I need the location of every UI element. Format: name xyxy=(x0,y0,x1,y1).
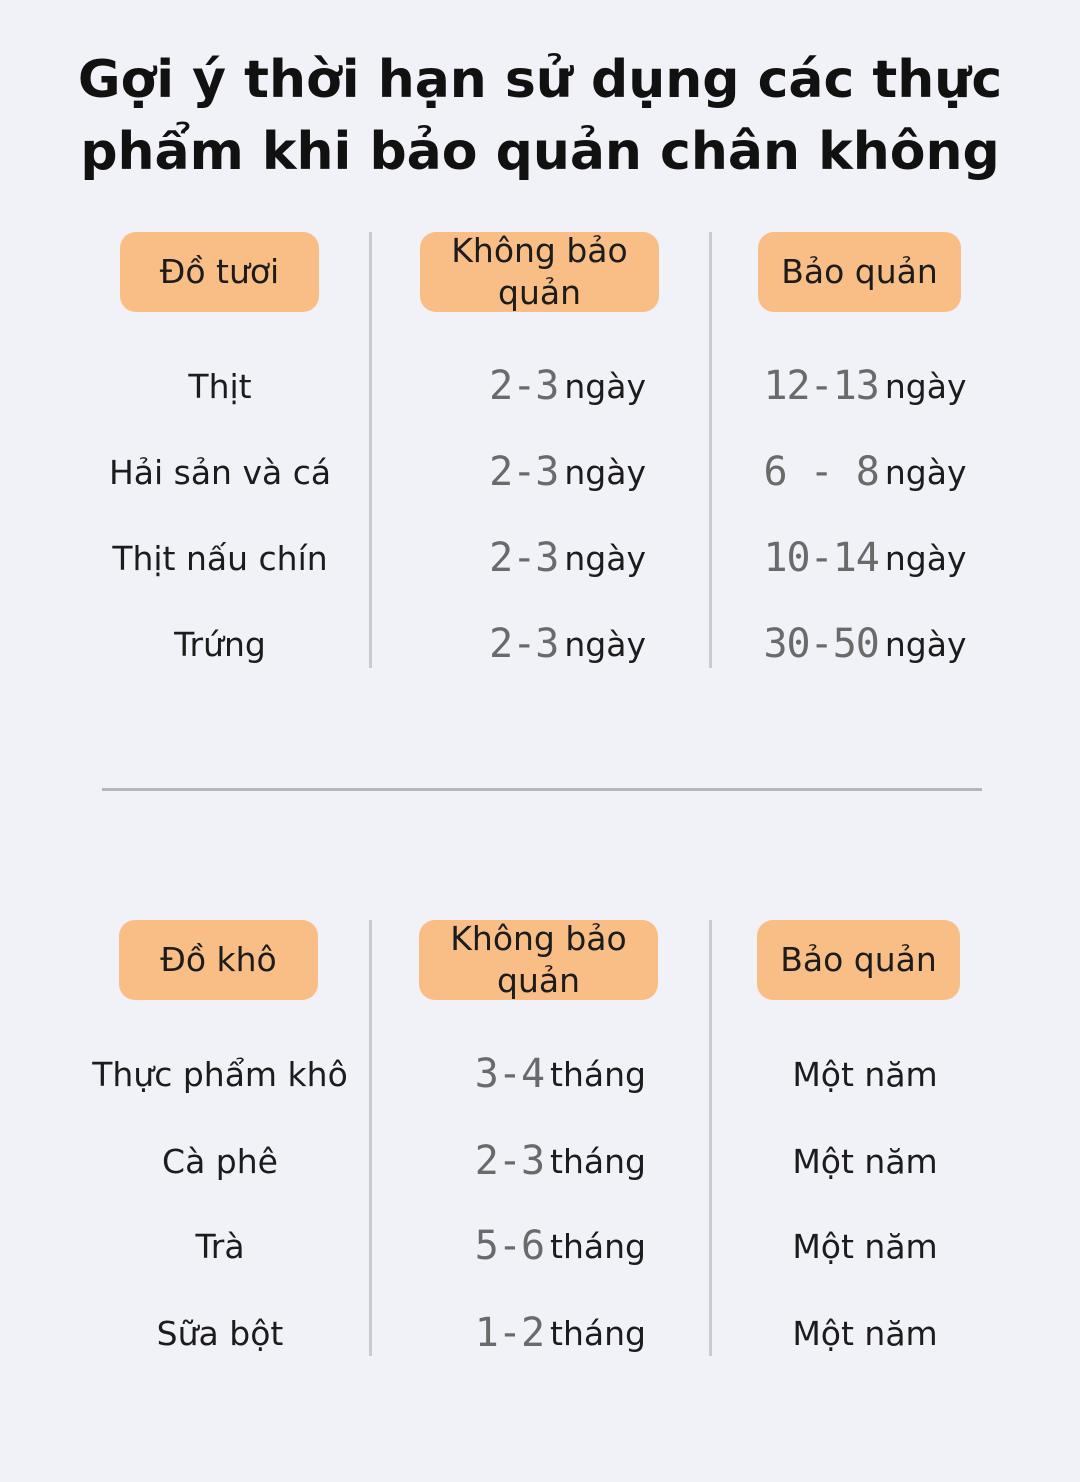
duration-unit: ngày xyxy=(884,452,967,492)
storage-duration: Một năm xyxy=(792,1226,938,1266)
storage-duration xyxy=(740,614,990,674)
duration-unit: ngày xyxy=(884,366,967,406)
duration-value: 2-3 xyxy=(489,363,559,409)
duration-value: 30-50 xyxy=(763,621,879,667)
no-storage-duration xyxy=(400,1303,646,1363)
storage-duration xyxy=(740,356,990,416)
item-name: Sữa bột xyxy=(156,1313,284,1353)
header-fresh-food: Đồ tươi xyxy=(120,232,319,312)
duration-value: 2-3 xyxy=(474,1138,545,1184)
duration-unit: ngày xyxy=(884,624,967,664)
page-title xyxy=(0,44,1080,188)
storage-duration: Một năm xyxy=(792,1054,938,1094)
no-storage-duration xyxy=(400,1131,646,1191)
no-storage-duration xyxy=(400,442,646,502)
duration-unit: tháng xyxy=(550,1313,646,1353)
title-line-2: phẩm khi bảo quản chân không xyxy=(80,122,1000,182)
duration-unit: tháng xyxy=(550,1226,646,1266)
item-name: Trứng xyxy=(174,624,266,664)
no-storage-duration xyxy=(400,528,646,588)
storage-duration: Một năm xyxy=(792,1313,938,1353)
duration-value: 3-4 xyxy=(474,1051,545,1097)
storage-duration xyxy=(740,528,990,588)
item-name: Cà phê xyxy=(162,1141,278,1181)
column-divider xyxy=(709,920,712,1356)
item-name: Thịt nấu chín xyxy=(112,538,328,578)
item-name: Hải sản và cá xyxy=(108,452,332,492)
no-storage-duration xyxy=(400,614,646,674)
header-storage: Bảo quản xyxy=(758,232,961,312)
storage-duration: Một năm xyxy=(792,1141,938,1181)
duration-value: 12-13 xyxy=(763,363,879,409)
duration-unit: ngày xyxy=(564,366,646,406)
duration-unit: ngày xyxy=(564,452,646,492)
item-name: Thực phẩm khô xyxy=(92,1054,348,1094)
duration-unit: ngày xyxy=(564,538,646,578)
item-name: Trà xyxy=(195,1226,245,1266)
header-dry-food: Đồ khô xyxy=(119,920,318,1000)
duration-value: 2-3 xyxy=(489,621,559,667)
section-divider xyxy=(102,788,982,791)
header-no-storage: Không bảo quản xyxy=(420,232,659,312)
duration-unit: ngày xyxy=(564,624,646,664)
no-storage-duration xyxy=(400,1044,646,1104)
storage-duration xyxy=(740,442,990,502)
duration-value: 2-3 xyxy=(489,535,559,581)
duration-value: 6 - 8 xyxy=(763,449,879,495)
duration-unit: tháng xyxy=(550,1054,646,1094)
duration-unit: ngày xyxy=(884,538,967,578)
header-no-storage: Không bảo quản xyxy=(419,920,658,1000)
duration-value: 2-3 xyxy=(489,449,559,495)
header-storage: Bảo quản xyxy=(757,920,960,1000)
duration-value: 1-2 xyxy=(474,1310,545,1356)
no-storage-duration xyxy=(400,1216,646,1276)
duration-unit: tháng xyxy=(550,1141,646,1181)
no-storage-duration xyxy=(400,356,646,416)
duration-value: 5-6 xyxy=(474,1223,545,1269)
duration-value: 10-14 xyxy=(763,535,879,581)
title-line-1: Gợi ý thời hạn sử dụng các thực xyxy=(77,50,1003,110)
column-divider xyxy=(709,232,712,668)
item-name: Thịt xyxy=(188,366,252,406)
